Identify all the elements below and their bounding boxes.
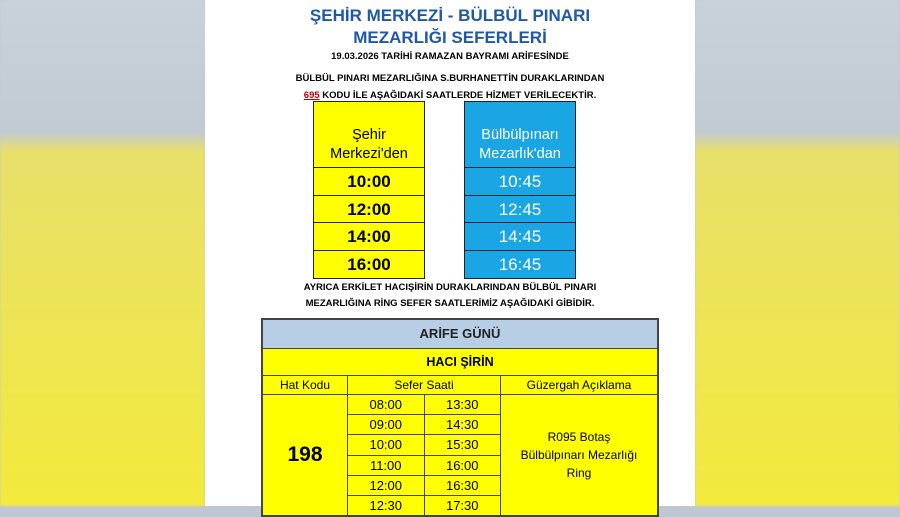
notice-line2 — [205, 90, 695, 101]
blurred-background-right — [695, 0, 900, 506]
table-row: 11:00 16:00 — [348, 456, 500, 476]
departure-time: 16:00 — [347, 254, 391, 274]
from-center-header: Şehir Merkezi'den — [314, 102, 424, 168]
page-title-line1: ŞEHİR MERKEZİ - BÜLBÜL PINARI — [309, 6, 591, 25]
stop-heading: HACI ŞİRİN — [263, 349, 657, 376]
departure-time: 12:00 — [314, 196, 424, 224]
line-code-value: 198 — [263, 395, 348, 515]
column-header-route: Güzergah Açıklama — [526, 378, 632, 392]
date-subtitle: 19.03.2026 TARİHİ RAMAZAN BAYRAMI ARİFESİNDE — [331, 51, 569, 62]
from-cemetery-header: Bülbülpınarı Mezarlık'dan — [465, 102, 575, 168]
announcement-page — [205, 0, 695, 513]
blurred-background-left — [0, 0, 205, 506]
table-body — [263, 395, 657, 515]
return-time: 14:45 — [465, 223, 575, 251]
notice-line1: BÜLBÜL PINARI MEZARLIĞINA S.BURHANETTİN DURAKLARINDAN — [295, 73, 605, 84]
departure-time: 10:00 — [314, 168, 424, 196]
return-time: 12:45 — [465, 196, 575, 224]
trip-times — [348, 395, 501, 515]
route-description: R095 Botaş Bülbülpınarı Mezarlığı Ring — [520, 430, 638, 480]
ring-notice-line2: MEZARLIĞINA RİNG SEFER SAATLERİMİZ AŞAĞIDAKİ GİBİDİR. — [305, 298, 595, 309]
ring-notice-line1: AYRICA ERKİLET HACIŞİRİN DURAKLARINDAN BÜLBÜL PINARI — [303, 282, 597, 293]
day-heading: ARİFE GÜNÜ — [263, 320, 657, 349]
table-row: 12:00 16:30 — [348, 476, 500, 496]
departure-time: 14:00 — [314, 223, 424, 251]
notice-line2-text: KODU İLE AŞAĞIDAKİ SAATLERDE HİZMET VERİLECEKTİR. — [319, 90, 597, 101]
column-header-times: Sefer Saati — [348, 376, 501, 394]
return-time: 10:45 — [465, 168, 575, 196]
table-row: 09:00 14:30 — [348, 415, 500, 435]
from-center-column — [313, 101, 425, 279]
route-code: 695 — [303, 90, 320, 101]
column-header-line-code: Hat Kodu — [263, 376, 348, 394]
table-row: 08:00 13:30 — [348, 395, 500, 415]
return-time: 16:45 — [498, 254, 542, 274]
from-cemetery-column — [464, 101, 576, 279]
page-title-line2: MEZARLIĞI SEFERLERİ — [353, 28, 547, 47]
table-row: 12:30 17:30 — [348, 496, 500, 515]
ring-schedule-table — [261, 318, 659, 517]
table-header-row — [263, 376, 657, 395]
table-row: 10:00 15:30 — [348, 435, 500, 455]
